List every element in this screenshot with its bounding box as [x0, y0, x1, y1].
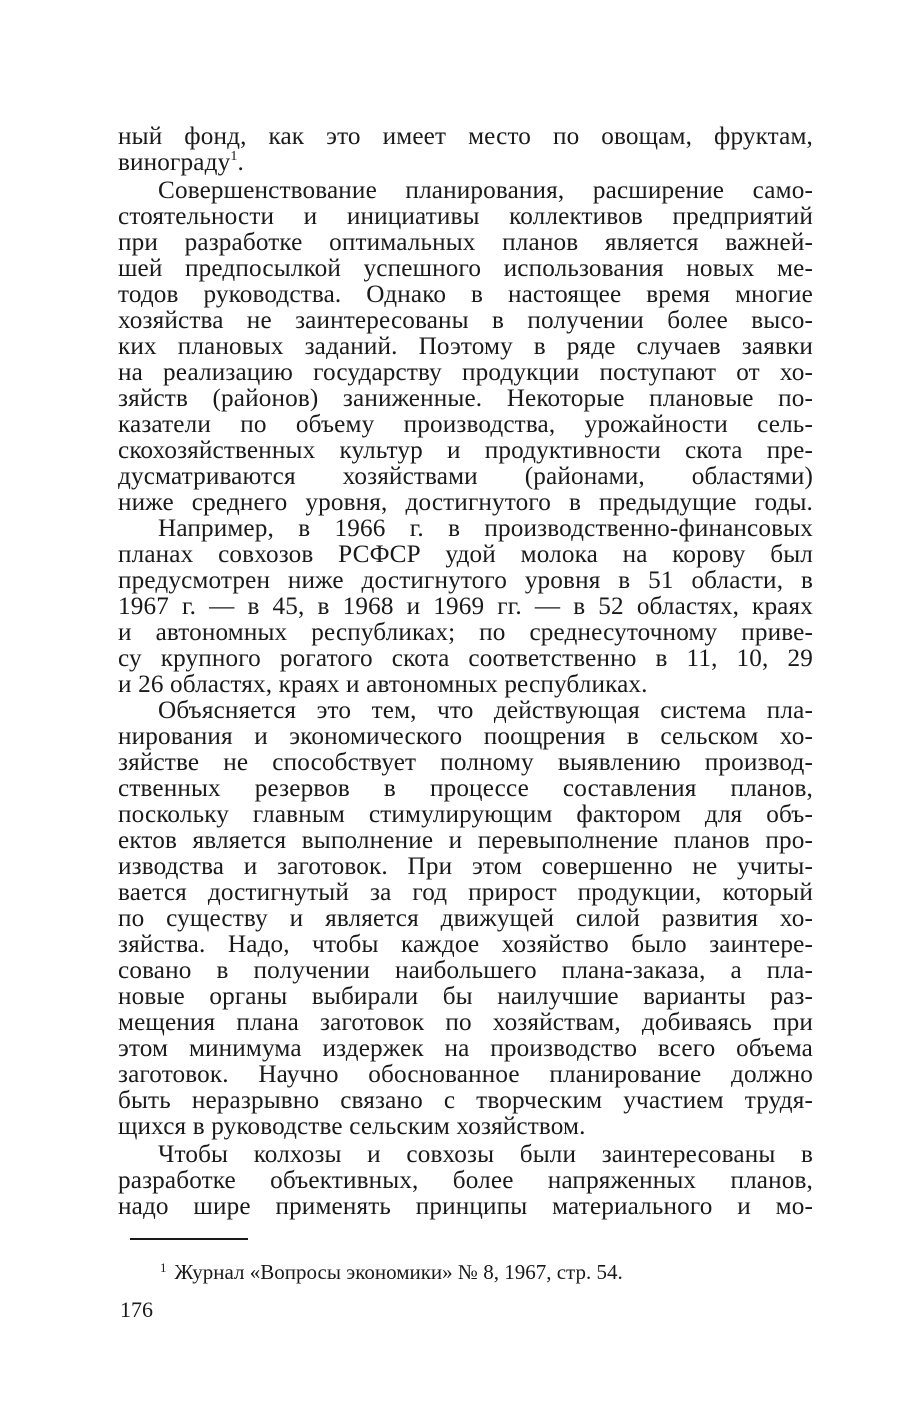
- text-line: Чтобы колхозы и совхозы были заинтересованы в: [158, 1141, 813, 1168]
- text-line: щихся в руководстве сельским хозяйством.: [118, 1113, 586, 1140]
- text-line: су крупного рогатого скота соответственно в 11, 10, 29: [118, 645, 813, 672]
- text-line: совано в получении наибольшего плана-заказа, а пла-: [118, 957, 813, 984]
- text-line: этом минимума издержек на производство всего объема: [118, 1035, 813, 1062]
- text-line: заготовок. Научно обоснованное планирование должно: [118, 1061, 813, 1088]
- text-line: планах совхозов РСФСР удой молока на корову был: [118, 541, 813, 568]
- text-line: при разработке оптимальных планов является важней-: [118, 229, 813, 256]
- text-line: Например, в 1966 г. в производственно-финансовых: [158, 515, 813, 542]
- page-number: 176: [120, 1297, 153, 1322]
- text-line-content: винограду: [118, 149, 231, 176]
- text-line: новые органы выбирали бы наилучшие варианты раз-: [118, 983, 813, 1010]
- text-line: по существу и является движущей силой развития хо-: [118, 905, 813, 932]
- text-line: шей предпосылкой успешного использования новых ме-: [118, 255, 813, 282]
- text-line: на реализацию государству продукции поступают от хо-: [118, 359, 813, 386]
- text-line: зяйстве не способствует полному выявлению производ-: [118, 749, 813, 776]
- text-line: ниже среднего уровня, достигнутого в предыдущие годы.: [118, 489, 813, 516]
- text-line: мещения плана заготовок по хозяйствам, добиваясь при: [118, 1009, 813, 1036]
- text-line: нирования и экономического поощрения в сельском хо-: [118, 723, 813, 750]
- text-line: дусматриваются хозяйствами (районами, областями): [118, 463, 813, 490]
- text-line: и 26 областях, краях и автономных республиках.: [118, 671, 648, 698]
- text-line: и автономных республиках; по среднесуточному приве-: [118, 619, 813, 646]
- text-line: казатели по объему производства, урожайности сель-: [118, 411, 813, 438]
- text-line: вается достигнутый за год прирост продукции, который: [118, 879, 813, 906]
- footnote-marker: 1: [160, 1260, 167, 1275]
- text-line: стоятельности и инициативы коллективов предприятий: [118, 203, 813, 230]
- text-line: 1967 г. — в 45, в 1968 и 1969 гг. — в 52 областях, краях: [118, 593, 813, 620]
- text-line: Объясняется это тем, что действующая система пла-: [158, 697, 813, 724]
- text-line: быть неразрывно связано с творческим участием трудя-: [118, 1087, 813, 1114]
- text-line: поскольку главным стимулирующим фактором для объ-: [118, 801, 813, 828]
- text-line: скохозяйственных культур и продуктивности скота пре-: [118, 437, 813, 464]
- footnote-text: Журнал «Вопросы экономики» № 8, 1967, стр. 54.: [174, 1260, 623, 1284]
- text-line: ких плановых заданий. Поэтому в ряде случаев заявки: [118, 333, 813, 360]
- footnote: [160, 1253, 623, 1283]
- text-line: зяйства. Надо, чтобы каждое хозяйство было заинтере-: [118, 931, 813, 958]
- text-line: ственных резервов в процессе составления планов,: [118, 775, 813, 802]
- text-line: хозяйства не заинтересованы в получении более высо-: [118, 307, 813, 334]
- footnote-reference: 1: [230, 149, 238, 164]
- text-line: Совершенствование планирования, расширение само-: [158, 177, 813, 204]
- text-line-period: .: [237, 149, 244, 176]
- footnote-divider: [130, 1238, 248, 1240]
- text-line: предусмотрен ниже достигнутого уровня в 51 области, в: [118, 567, 813, 594]
- text-line: ектов является выполнение и перевыполнение планов про-: [118, 827, 813, 854]
- text-line: надо шире применять принципы материального и мо-: [118, 1193, 813, 1220]
- text-line: зяйств (районов) заниженные. Некоторые плановые по-: [118, 385, 813, 412]
- text-line: разработке объективных, более напряженных планов,: [118, 1167, 813, 1194]
- text-line: тодов руководства. Однако в настоящее время многие: [118, 281, 813, 308]
- text-line: изводства и заготовок. При этом совершенно не учиты-: [118, 853, 813, 880]
- text-line: ный фонд, как это имеет место по овощам, фруктам,: [118, 123, 813, 150]
